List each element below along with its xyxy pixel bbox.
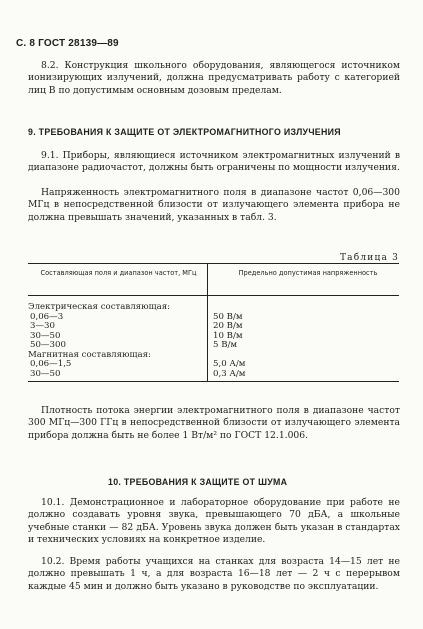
page-header: С. 8 ГОСТ 28139—89 [16,38,119,49]
table-cell-component: 30—50 [30,330,61,341]
paragraph-9-1: 9.1. Приборы, являющиеся источником электромагнитных излучений в диапазоне радиочастот, должны быть ограничены по мощности излучения. [28,150,400,174]
table-header-rule [28,295,399,296]
table-cell-limit: 10 В/м [213,330,243,341]
section-9-heading: 9. ТРЕБОВАНИЯ К ЗАЩИТЕ ОТ ЭЛЕКТРОМАГНИТНОГО ИЗЛУЧЕНИЯ [28,127,341,137]
table-cell-component: 30—50 [30,368,61,379]
table-cell-limit: 5 В/м [213,340,238,350]
table-top-rule [28,263,399,264]
paragraph-10-2: 10.2. Время работы учащихся на станках для возраста 14—15 лет не должно превышать 1 ч, а для возраста 16—18 лет — 2 ч с перерывом каждые 45 мин и должно быть указано в руководстве по эксплуатации. [28,556,400,592]
table-cell-component: 50—300 [30,340,66,350]
table-body [28,303,399,379]
table-cell-limit: 5,0 А/м [213,359,246,369]
table-cell-component: 0,06—3 [30,311,64,322]
table-cell-component: Электрическая составляющая: [28,302,171,312]
table-cell-limit: 20 В/м [213,321,243,331]
paragraph-9-1-field-strength: Напряженность электромагнитного поля в диапазоне частот 0,06—300 МГц в непосредственной близости от излучающего элемента прибора не должна превышать значений, указанных в табл. 3. [28,187,400,223]
section-10-heading: 10. ТРЕБОВАНИЯ К ЗАЩИТЕ ОТ ШУМА [108,477,288,487]
table-cell-component: Магнитная составляющая: [28,349,151,360]
table-3 [28,263,399,382]
paragraph-power-flux: Плотность потока энергии электромагнитного поля в диапазоне частот 300 МГц—300 ГГц в непосредственной близости от излучающего элемента прибора должна быть не более 1 Вт/м² по ГОСТ 12.1.006. [28,405,400,441]
table-cell-component: 0,06—1,5 [30,359,72,369]
table-row [28,370,399,380]
paragraph-10-1: 10.1. Демонстрационное и лабораторное оборудование при работе не должно создавать уровня звука, превышающего 70 дБА, а школьные учебные станки — 82 дБА. Уровень звука должен быть указан в стандартах и технических условиях на конкретное изделие. [28,497,400,546]
table-cell-component: 3—30 [30,321,55,331]
table-col1-header: Составляющая поля и диапазон частот, МГц [40,269,197,277]
table-bottom-rule [28,381,399,382]
table-cell-limit: 0,3 А/м [213,368,246,379]
table-caption: Таблица 3 [339,253,399,263]
table-cell-limit: 50 В/м [213,311,243,322]
table-col2-header: Предельно допустимая напряженность [238,269,378,277]
paragraph-8-2: 8.2. Конструкция школьного оборудования, являющегося источником ионизирующих излучений, должна предусматривать работу с категорией лиц В по допустимым основным дозовым пределам. [28,60,400,96]
